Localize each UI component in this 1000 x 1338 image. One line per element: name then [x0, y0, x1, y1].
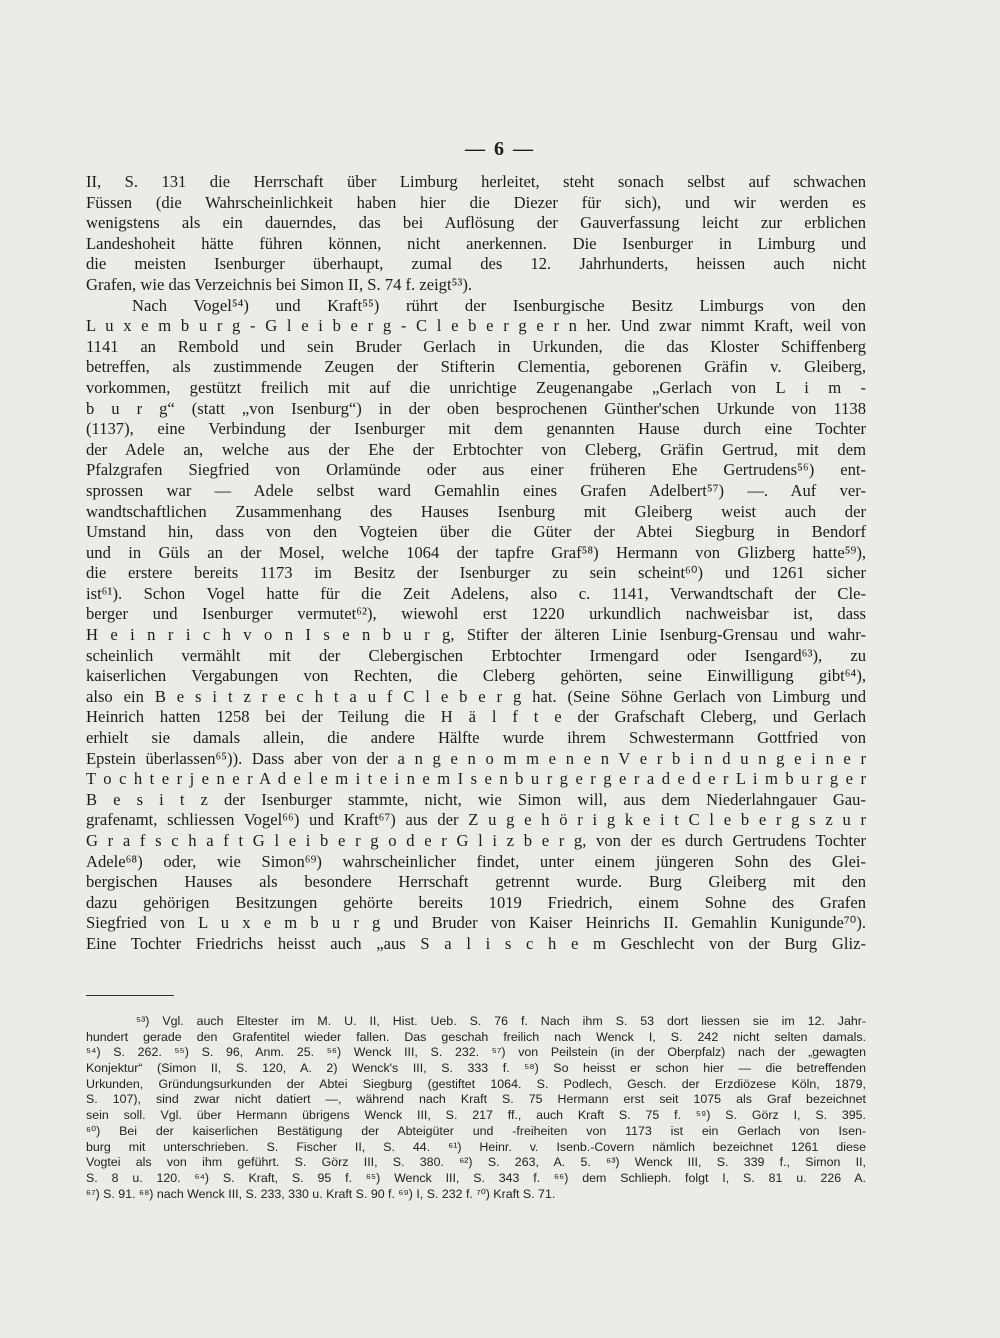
body-line: betreffen, als zustimmende Zeugen der Stifterin Clementia, geborenen Gräfin v. Gleiberg, [86, 357, 866, 377]
body-line: ist⁶¹). Schon Vogel hatte für die Zeit Adelens, also c. 1141, Verwandtschaft der Cle- [86, 583, 866, 603]
footnote-line: S. 107), sind zwar nicht datiert —, während nach Kraft S. 75 Hermann erst seit 1075 als Graf bezeichnet [86, 1092, 866, 1107]
body-line: scheinlich vermählt mit der Clebergischen Erbtochter Irmengard oder Isengard⁶³), zu [86, 645, 866, 665]
footnote-line: Urkunden, Gründungsurkunden der Abtei Siegburg (gestiftet 1064. S. Podlech, Gesch. der Erzdiözese Köln, 1879, [86, 1076, 866, 1091]
footnote-separator [86, 995, 174, 996]
body-line: Siegfried von L u x e m b u r g und Bruder von Kaiser Heinrichs II. Gemahlin Kunigunde⁷⁰). [86, 913, 866, 933]
body-line: II, S. 131 die Herrschaft über Limburg herleitet, steht sonach selbst auf schwachen [86, 172, 866, 191]
body-line: und in Güls an der Mosel, welche 1064 der tapfre Graf⁵⁸) Hermann von Glizberg hatte⁵⁹), [86, 542, 866, 562]
footnote-line: sein soll. Vgl. über Hermann übrigens Wenck III, S. 217 ff., auch Kraft S. 75 f. ⁵⁹) S. Görz I, S. 395. [86, 1108, 866, 1123]
body-line: dazu gehörigen Besitzungen gehörte bereits 1019 Friedrich, einem Sohne des Grafen [86, 892, 866, 912]
footnote-line: ⁶⁷) S. 91. ⁶⁸) nach Wenck III, S. 233, 330 u. Kraft S. 90 f. ⁶⁹) I, S. 232 f. ⁷⁰) Kraft S. 71. [86, 1186, 556, 1201]
body-line: also ein B e s i t z r e c h t a u f C l e b e r g hat. (Seine Söhne Gerlach von Limburg und [86, 686, 866, 706]
footnote-line: ⁵⁴) S. 262. ⁵⁵) S. 96, Anm. 25. ⁵⁶) Wenck III, S. 232. ⁵⁷) von Peilstein (in der Oberpfalz) nach der „gewagten [86, 1045, 866, 1060]
page-number: — 6 — [465, 138, 535, 160]
body-line: wenigstens als ein dauerndes, das bei Auflösung der Gauverfassung leicht zur erblichen [86, 213, 866, 233]
body-line: Eine Tochter Friedrichs heisst auch „aus S a l i s c h e m Geschlecht von der Burg Gliz- [86, 933, 866, 953]
body-line: erhielt sie damals allein, die andere Hälfte wurde ihrem Schwestermann Gottfried von [86, 728, 866, 748]
body-line: die meisten Isenburger überhaupt, zumal des 12. Jahrhunderts, heissen auch nicht [86, 254, 866, 274]
footnote-line: ⁶⁰) Bei der kaiserlichen Bestätigung der Abteigüter und -freiheiten von 1173 ist ein Gerlach von Isen- [86, 1123, 866, 1138]
body-line: Nach Vogel⁵⁴) und Kraft⁵⁵) rührt der Isenburgische Besitz Limburgs von den [132, 295, 866, 315]
body-line: (1137), eine Verbindung der Isenburger mit dem genannten Hause durch eine Tochter [86, 419, 866, 439]
body-line: wandtschaftlichen Zusammenhang des Hauses Isenburg mit Gleiberg weist auch der [86, 501, 866, 521]
footnote-line: Vogtei als von ihm geführt. S. Görz III, S. 380. ⁶²) S. 263, A. 5. ⁶³) Wenck III, S. 339 f., Simon II, [86, 1155, 866, 1170]
body-line: B e s i t z der Isenburger stammte, nicht, wie Simon will, aus dem Niederlahngauer Gau- [86, 789, 866, 809]
body-line: grafenamt, schliessen Vogel⁶⁶) und Kraft⁶⁷) aus der Z u g e h ö r i g k e i t C l e b e r g s z u r [86, 810, 866, 830]
footnote-line: hundert gerade den Grafentitel wieder fallen. Das geschah freilich nach Wenck I, S. 242 nicht selten damals. [86, 1029, 866, 1044]
body-line: vorkommen, gestützt freilich mit auf die unrichtige Zeugenangabe „Gerlach von L i m - [86, 377, 866, 397]
body-line: Landeshoheit hätte führen können, nicht anerkennen. Die Isenburger in Limburg und [86, 233, 866, 253]
body-line: Heinrich hatten 1258 bei der Teilung die H ä l f t e der Grafschaft Cleberg, und Gerlach [86, 707, 866, 727]
body-line: bergischen Hauses als besondere Herrschaft getrennt wurde. Burg Gleiberg mit den [86, 872, 866, 892]
body-line: Epstein überlassen⁶⁵)). Dass aber von der a n g e n o m m e n e n V e r b i n d u n g e i n e r [86, 748, 866, 768]
body-line: sprossen war — Adele selbst ward Gemahlin eines Grafen Adelbert⁵⁷) —. Auf ver- [86, 480, 866, 500]
body-line: 1141 an Rembold und sein Bruder Gerlach in Urkunden, die das Kloster Schiffenberg [86, 336, 866, 356]
body-line: H e i n r i c h v o n I s e n b u r g, Stifter der älteren Linie Isenburg-Grensau und wahr- [86, 625, 866, 645]
footnote-line: burg mit unterschrieben. S. Fischer II, S. 44. ⁶¹) Heinr. v. Isenb.-Covern nämlich bezeichnet 1261 diese [86, 1139, 866, 1154]
body-line: Adele⁶⁸) oder, wie Simon⁶⁹) wahrscheinlicher findet, unter einem jüngeren Sohn des Glei- [86, 851, 866, 871]
body-text [86, 172, 866, 955]
body-line: T o c h t e r j e n e r A d e l e m i t e i n e m I s e n b u r g e r g e r a d e d e r L i m b u r g e r [86, 769, 866, 789]
body-line: L u x e m b u r g - G l e i b e r g - C l e b e r g e r n her. Und zwar nimmt Kraft, weil von [86, 316, 866, 336]
footnotes [86, 1014, 866, 1202]
body-line: b u r g“ (statt „von Isenburg“) in der oben besprochenen Günther'schen Urkunde von 1138 [86, 398, 866, 418]
body-line: Grafen, wie das Verzeichnis bei Simon II, S. 74 f. zeigt⁵³). [86, 274, 473, 294]
body-line: kaiserlichen Vergabungen von Rechten, die Cleberg gehörten, seine Einwilligung gibt⁶⁴), [86, 666, 866, 686]
body-line: der Adele an, welche aus der Ehe der Erbtochter von Cleberg, Gräfin Gertrud, mit dem [86, 439, 866, 459]
body-line: berger und Isenburger vermutet⁶²), wiewohl erst 1220 urkundlich nachweisbar ist, dass [86, 604, 866, 624]
body-line: G r a f s c h a f t G l e i b e r g o d e r G l i z b e r g, von der es durch Gertrudens Tochter [86, 831, 866, 850]
body-line: die erstere bereits 1173 im Besitz der Isenburger zu sein scheint⁶⁰) und 1261 sicher [86, 563, 866, 583]
body-line: Umstand hin, dass von den Vogteien über die Güter der Abtei Siegburg in Bendorf [86, 522, 866, 542]
footnote-line: ⁵³) Vgl. auch Eltester im M. U. II, Hist. Ueb. S. 76 f. Nach ihm S. 53 dort liessen sie im 12. Jahr- [136, 1014, 866, 1028]
footnote-line: S. 8 u. 120. ⁶⁴) S. Kraft, S. 95 f. ⁶⁵) Wenck III, S. 343 f. ⁶⁶) dem Schlieph. folgt I, S. 81 u. 226 A. [86, 1170, 866, 1185]
body-line: Pfalzgrafen Siegfried von Orlamünde oder aus einer früheren Ehe Gertrudens⁵⁶) ent- [86, 460, 866, 480]
body-line: Füssen (die Wahrscheinlichkeit haben hier die Diezer für sich), und wir werden es [86, 192, 866, 212]
footnote-line: Konjektur“ (Simon II, S. 120, A. 2) Wenck's III, S. 333 f. ⁵⁸) So heisst er schon hier — die betreffenden [86, 1061, 866, 1076]
